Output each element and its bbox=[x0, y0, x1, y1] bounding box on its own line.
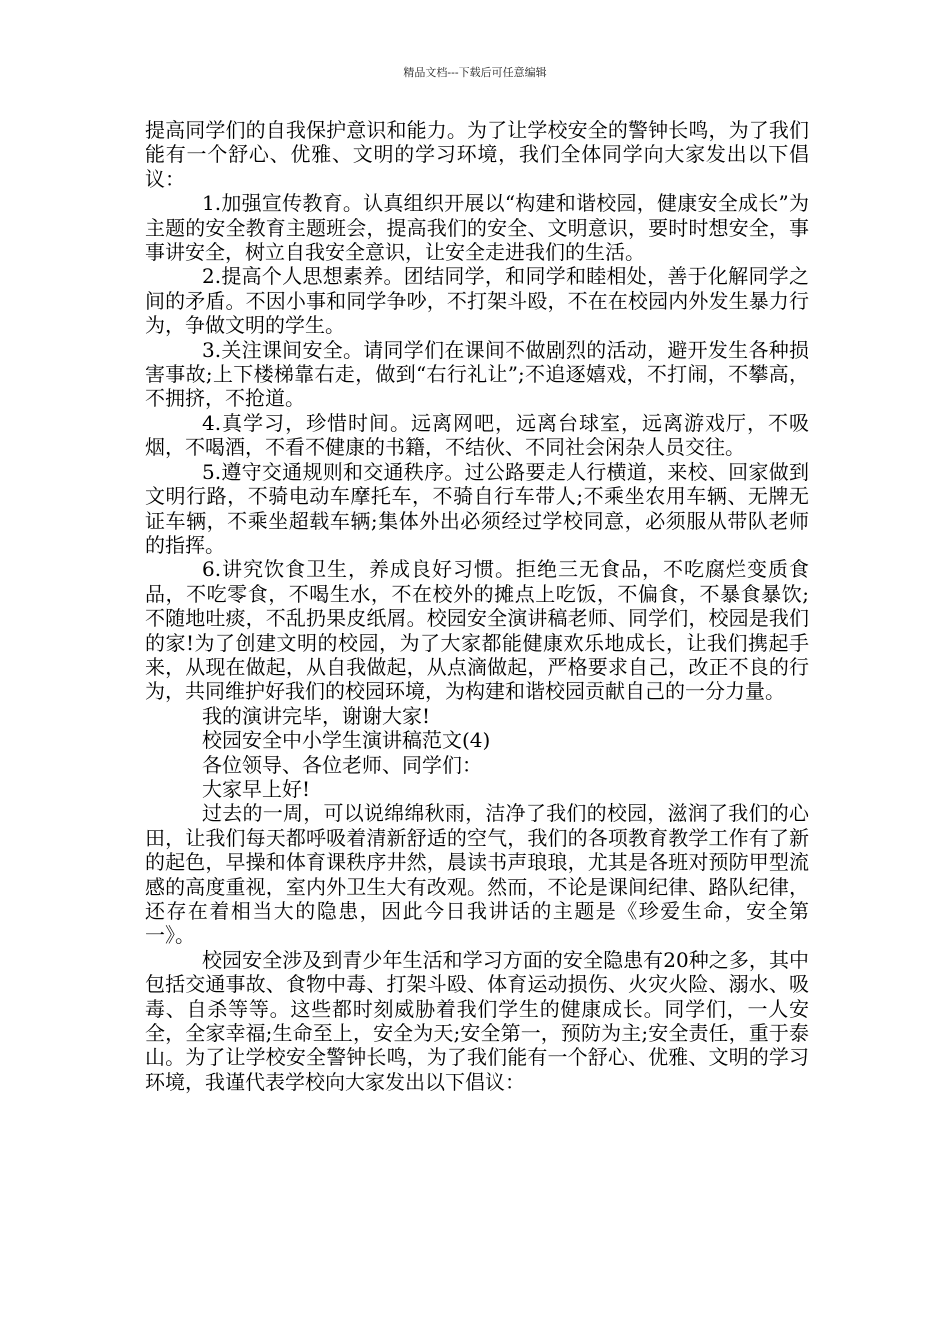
salutation: 各位领导、各位老师、同学们： bbox=[202, 752, 482, 777]
page-header: 精品文档---下载后可任意编辑 bbox=[403, 66, 547, 79]
section-title: 校园安全中小学生演讲稿范文(4) bbox=[202, 728, 491, 753]
paragraph-item-6: 6.讲究饮食卫生，养成良好习惯。拒绝三无食品，不吃腐烂变质食品，不吃零食，不喝生水，不在校外的摊点上吃饭，不偏食，不暴食暴饮;不随地吐痰，不乱扔果皮纸屑。校园安全演讲稿老师、同学们，校园是我们的家!为了创建文明的校园，为了大家都能健康欢乐地成长，让我们携起手来，从现在做起，从自我做起，从点滴做起，严格要求自己，改正不良的行为，共同维护好我们的校园环境，为构建和谐校园贡献自己的一分力量。 bbox=[145, 557, 809, 704]
paragraph-past-week: 过去的一周，可以说绵绵秋雨，洁净了我们的校园，滋润了我们的心田，让我们每天都呼吸着清新舒适的空气，我们的各项教育教学工作有了新的起色，早操和体育课秩序井然，晨读书声琅琅，尤其是各班对预防甲型流感的高度重视，室内外卫生大有改观。然而，不论是课间纪律、路队纪律，还存在着相当大的隐患，因此今日我讲话的主题是《珍爱生命，安全第一》。 bbox=[145, 801, 809, 948]
paragraph-item-2: 2.提高个人思想素养。团结同学，和同学和睦相处，善于化解同学之间的矛盾。不因小事和同学争吵，不打架斗殴，不在在校园内外发生暴力行为，争做文明的学生。 bbox=[145, 264, 809, 338]
paragraph-item-1: 1.加强宣传教育。认真组织开展以“构建和谐校园，健康安全成长”为主题的安全教育主题班会，提高我们的安全、文明意识，要时时想安全，事事讲安全，树立自我安全意识，让安全走进我们的生活。 bbox=[145, 191, 809, 265]
greeting: 大家早上好! bbox=[202, 776, 311, 801]
paragraph-safety-hazards: 校园安全涉及到青少年生活和学习方面的安全隐患有20种之多，其中包括交通事故、食物中毒、打架斗殴、体育运动损伤、火灾火险、溺水、吸毒、自杀等等。这些都时刻威胁着我们学生的健康成长。同学们，一人安全，全家幸福;生命至上，安全为天;安全第一，预防为主;安全责任，重于泰山。为了让学校安全警钟长鸣，为了我们能有一个舒心、优雅、文明的学习环境，我谨代表学校向大家发出以下倡议： bbox=[145, 947, 809, 1094]
paragraph-intro: 提高同学们的自我保护意识和能力。为了让学校安全的警钟长鸣，为了我们能有一个舒心、优雅、文明的学习环境，我们全体同学向大家发出以下倡议： bbox=[145, 118, 809, 191]
paragraph-item-5: 5.遵守交通规则和交通秩序。过公路要走人行横道，来校、回家做到文明行路，不骑电动车摩托车，不骑自行车带人;不乘坐农用车辆、无牌无证车辆，不乘坐超载车辆;集体外出必须经过学校同意，必须服从带队老师的指挥。 bbox=[145, 459, 809, 557]
paragraph-item-4: 4.真学习，珍惜时间。远离网吧，远离台球室，远离游戏厅，不吸烟，不喝酒，不看不健康的书籍，不结伙、不同社会闲杂人员交往。 bbox=[145, 410, 809, 460]
paragraph-closing: 我的演讲完毕，谢谢大家! bbox=[202, 703, 431, 728]
paragraph-item-3: 3.关注课间安全。请同学们在课间不做剧烈的活动，避开发生各种损害事故;上下楼梯靠右走，做到“右行礼让”;不追逐嬉戏，不打闹，不攀高，不拥挤，不抢道。 bbox=[145, 337, 809, 411]
document-body bbox=[145, 118, 809, 1094]
